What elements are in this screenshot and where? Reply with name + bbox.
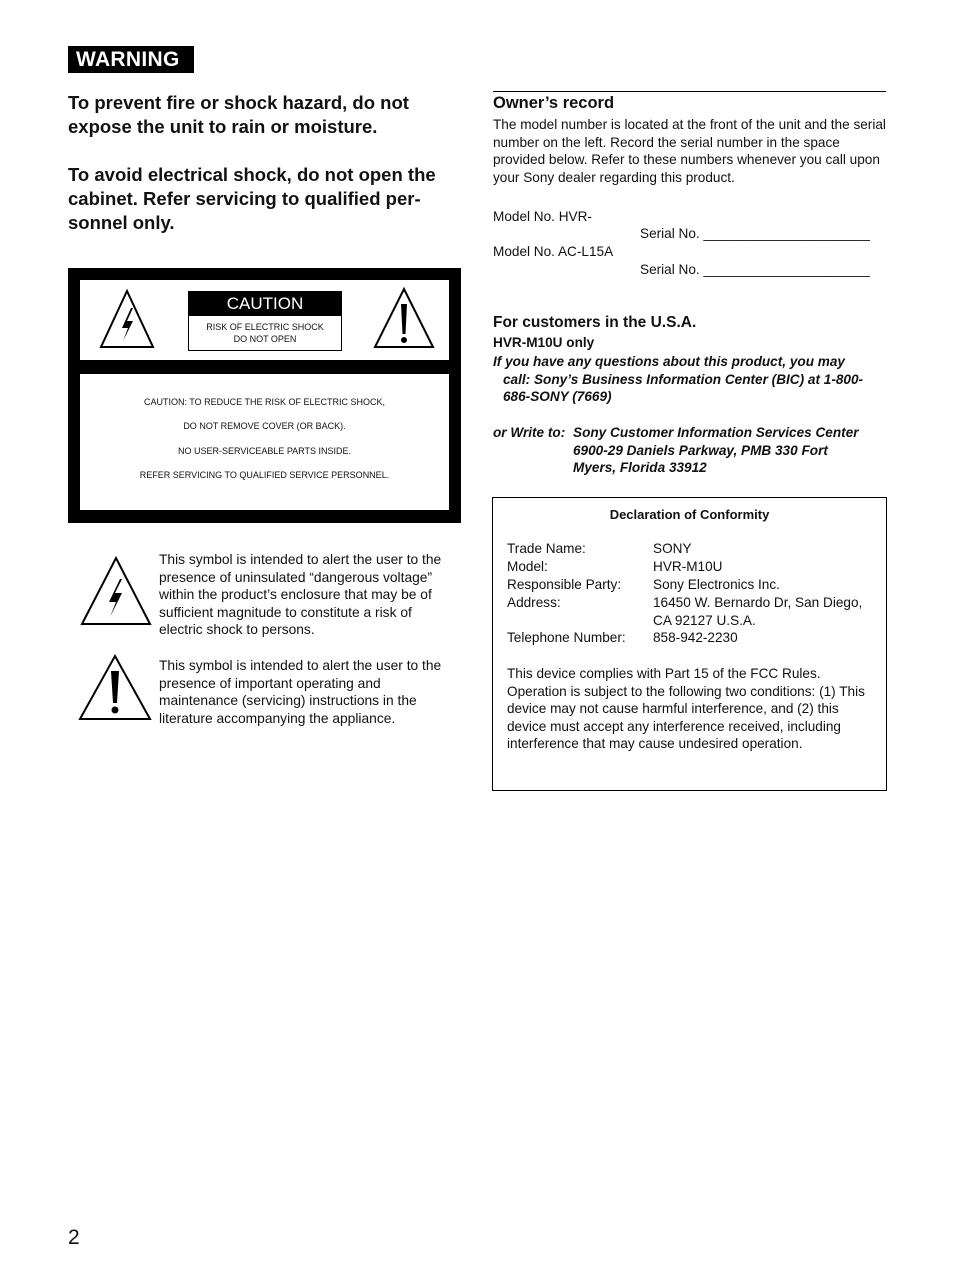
caution-label-panel [68,268,461,523]
address-value: 16450 W. Bernardo Dr, San Diego, CA 92127 U.S.A. [653,595,863,628]
caution-line: REFER SERVICING TO QUALIFIED SERVICE PERSONNEL. [139,470,390,480]
responsible-party-label: Responsible Party: [507,577,622,592]
declaration-title: Declaration of Conformity [609,507,770,522]
dangerous-voltage-symbol-icon [80,555,152,627]
important-instructions-symbol-icon [78,653,152,721]
dangerous-voltage-description: This symbol is intended to alert the user to the presence of uninsulated “dangerous voltage” within the product’s enclosure that may be of sufficient magnitude to constitute a risk of electric shock to persons. [159,552,442,638]
caution-instructions-area [80,374,449,510]
caution-line: DO NOT REMOVE COVER (OR BACK). [183,421,346,431]
model-label: Model: [507,559,548,574]
owners-record-title: Owner’s record [493,94,615,112]
address-line: 6900-29 Daniels Parkway, PMB 330 Fort [573,442,828,458]
address-label: Address: [507,595,561,610]
responsible-party-value: Sony Electronics Inc. [653,577,780,592]
model-only-note: HVR-M10U only [493,335,595,350]
caution-line: NO USER-SERVICEABLE PARTS INSIDE. [177,446,352,456]
address-line: Myers, Florida 33912 [573,460,707,476]
declaration-of-conformity-box [492,497,887,791]
section-divider [493,91,886,92]
caution-sub-line-1: RISK OF ELECTRIC SHOCK [206,322,324,332]
serial-number-line-1: Serial No. ______________________ [640,226,870,241]
trade-name-label: Trade Name: [507,541,586,556]
important-instructions-description: This symbol is intended to alert the user to the presence of important operating and maintenance (servicing) instructions in the literature accompanying the appliance. [159,658,442,726]
caution-header-area [80,280,449,360]
fire-shock-warning: To prevent fire or shock hazard, do not expose the unit to rain or moisture. [68,92,409,137]
model-number-hvr: Model No. HVR- [493,209,592,224]
model-number-ac: Model No. AC-L15A [493,244,614,259]
serial-number-line-2: Serial No. ______________________ [640,262,870,277]
trade-name-value: SONY [653,541,692,556]
fcc-compliance-text: This device complies with Part 15 of the FCC Rules. Operation is subject to the following two conditions: (1) This device may not cause harmful interference, and (2) this device must accept any interference received, including interference that may cause undesired operation. [507,666,865,752]
model-value: HVR-M10U [653,559,723,574]
lightning-triangle-icon [98,288,156,350]
bic-contact-info [493,353,888,406]
bic-line: If you have any questions about this product, you may [493,354,845,369]
caution-title: CAUTION [189,292,341,316]
page-number: 2 [68,1226,80,1249]
telephone-value: 858-942-2230 [653,630,738,645]
write-to-label: or Write to: [493,425,566,440]
usa-customers-title: For customers in the U.S.A. [493,314,697,331]
owners-record-body: The model number is located at the front of the unit and the serial number on the left. Record the serial number in the space provided below. Refer to these numbers whenever you call upon your Sony dealer regarding this product. [493,117,886,185]
electrical-shock-warning: To avoid electrical shock, do not open the cabinet. Refer servicing to qualified per-sonnel only. [68,164,436,233]
telephone-label: Telephone Number: [507,630,626,645]
bic-line: call: Sony’s Business Information Center (BIC) at 1-800- [503,371,864,387]
caution-box [188,291,342,351]
address-line: Sony Customer Information Services Center [573,425,859,440]
bic-line: 686-SONY (7669) [503,389,612,405]
warning-badge: WARNING [68,46,194,73]
mailing-address [573,424,893,477]
caution-sub-line-2: DO NOT OPEN [233,334,297,344]
caution-line: CAUTION: TO REDUCE THE RISK OF ELECTRIC SHOCK, [143,397,386,407]
exclamation-triangle-icon [372,286,436,350]
